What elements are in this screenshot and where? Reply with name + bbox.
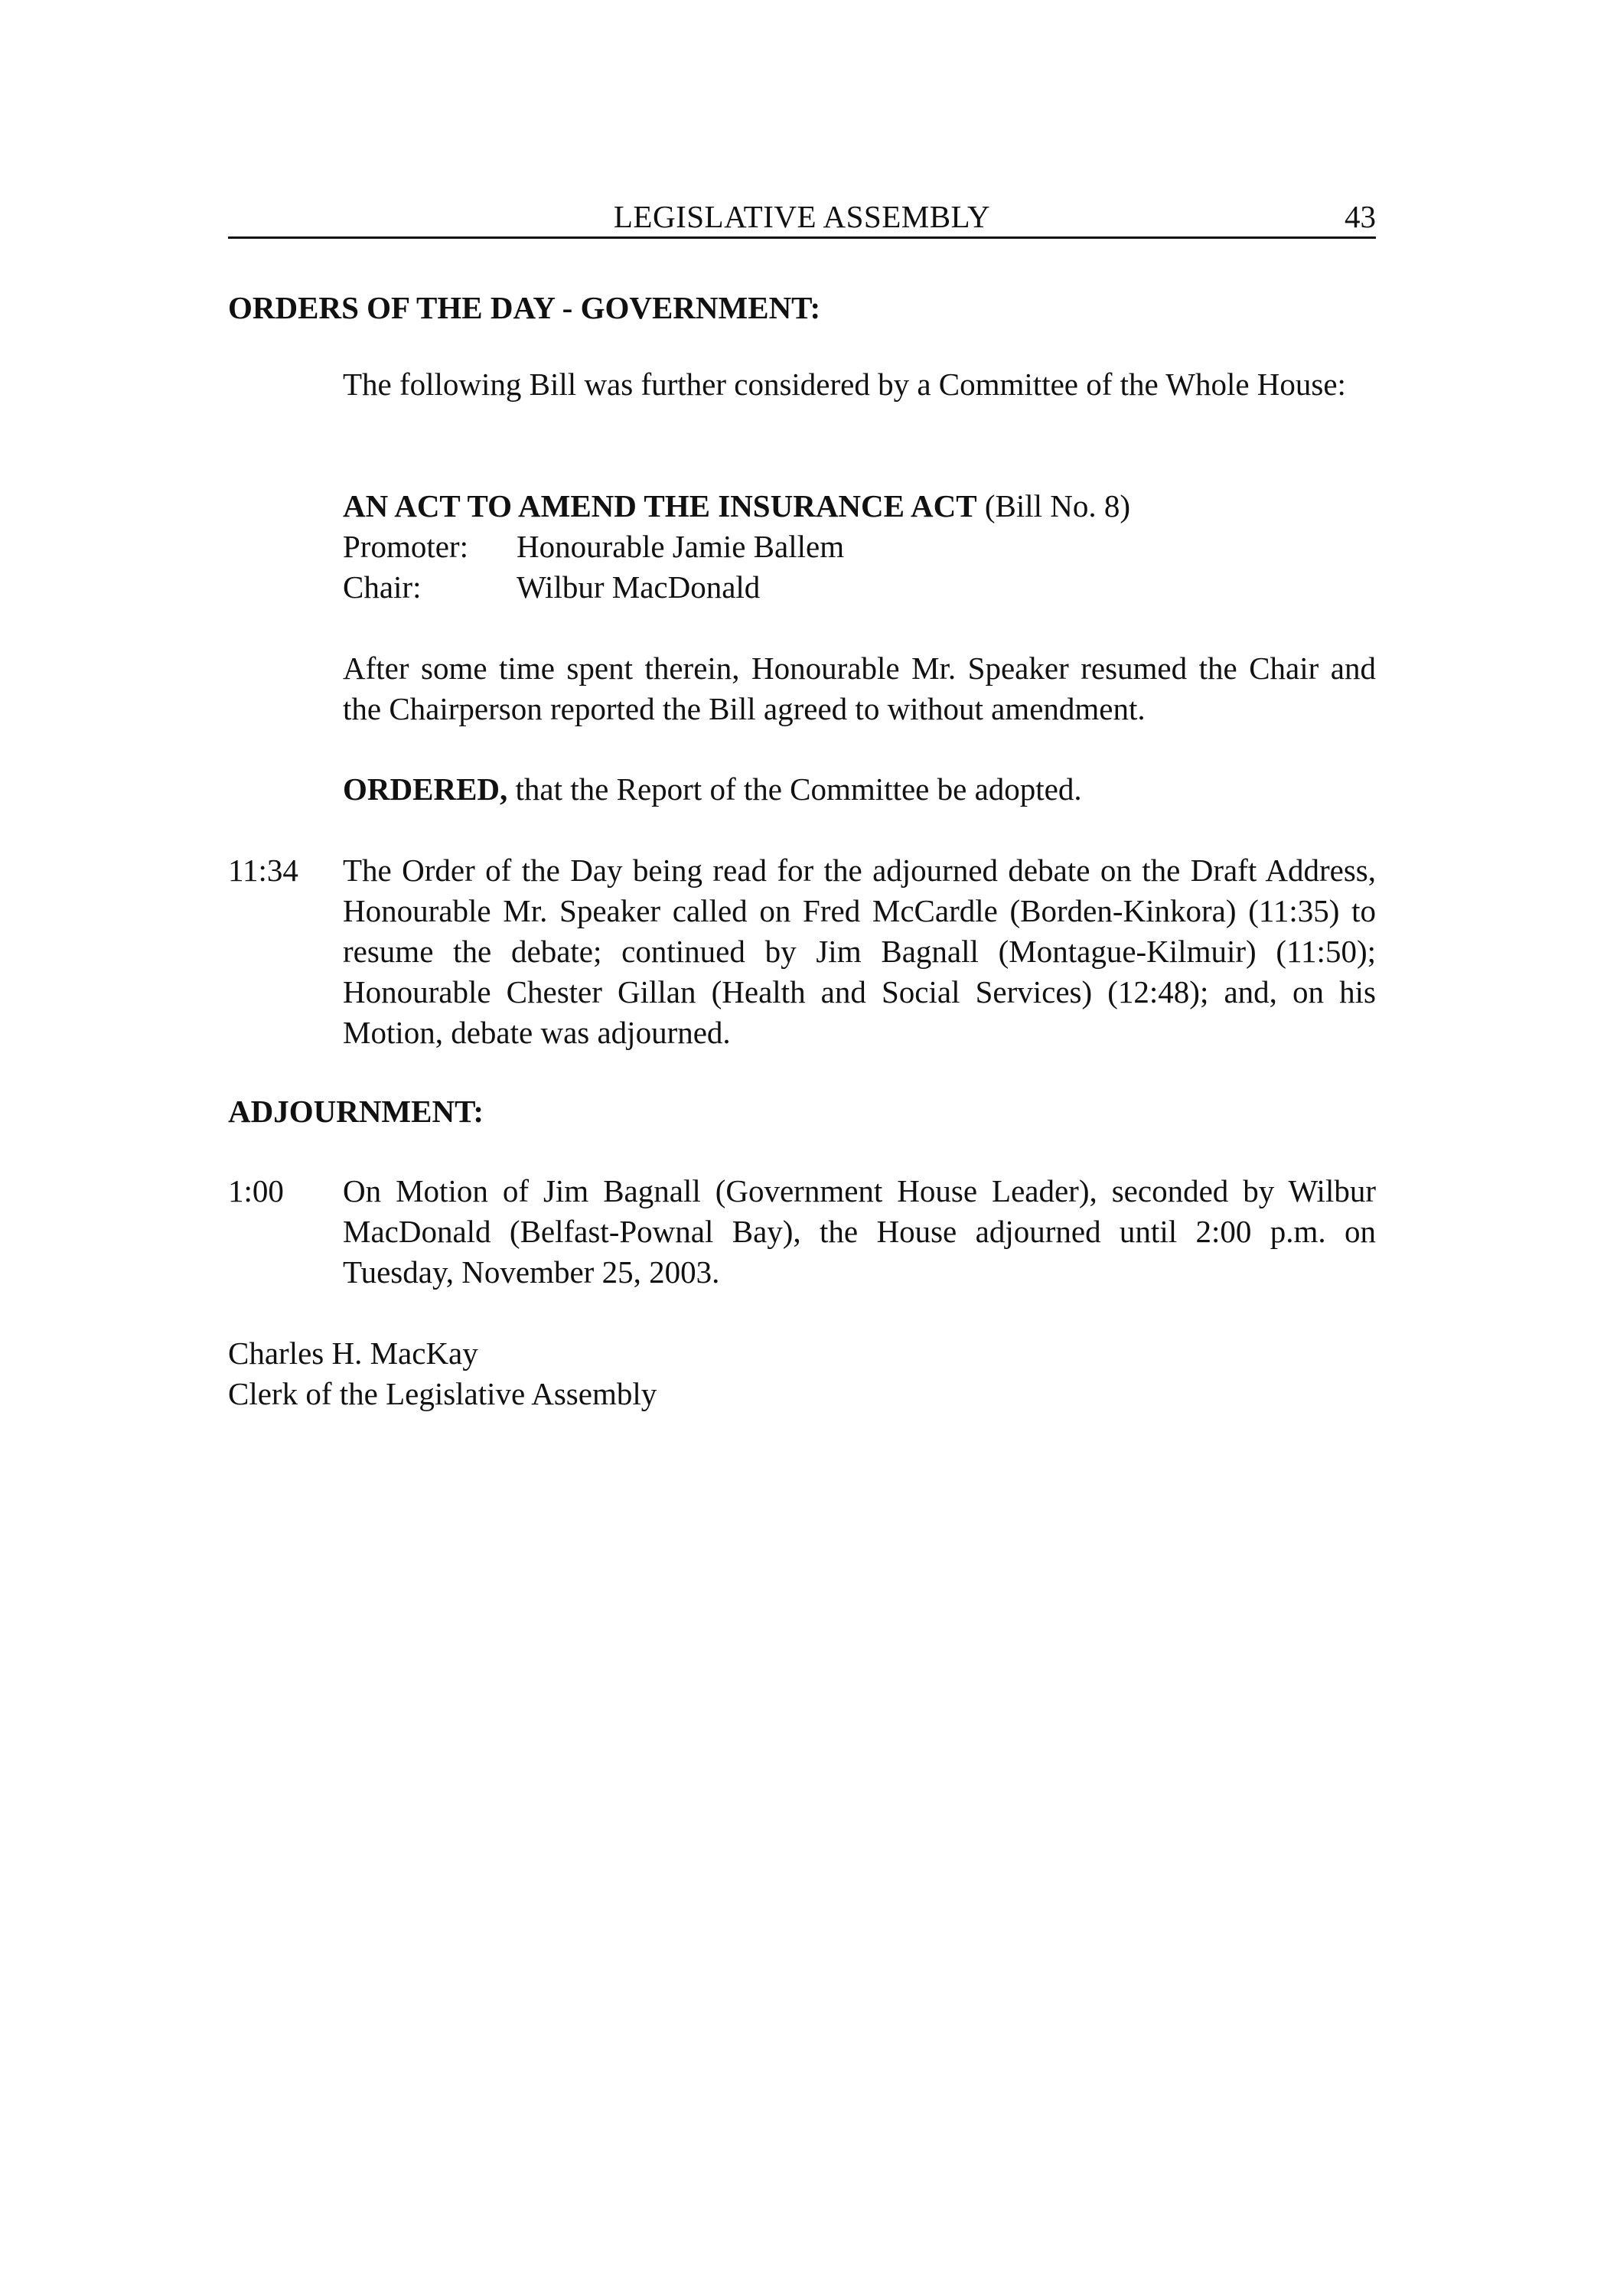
chair-row [343,567,760,608]
chair-value: Wilbur MacDonald [517,569,761,605]
adjournment-heading: ADJOURNMENT: [228,1094,484,1129]
adjournment-time: 1:00 [228,1173,284,1208]
bill-title-line [343,486,1376,527]
ordered-label: ORDERED, [343,771,508,807]
page-number: 43 [1345,199,1376,234]
promoter-label: Promoter: [343,529,468,564]
signatory-name: Charles H. MacKay [228,1336,478,1371]
debate-paragraph: The Order of the Day being read for the adjourned debate on the Draft Address, Honourable Mr. Speaker called on Fred McCardle (Borden-Kinkora) (11:35) to resume the debate; continued by Jim Bagnall (Montague-Kilmuir) (11:50); Honourable Chester Gillan (Health and Social Services) (12:48); and, on his Motion, debate was adjourned. [343,853,1376,1050]
signatory-title: Clerk of the Legislative Assembly [228,1376,657,1411]
orders-intro: The following Bill was further considered by a Committee of the Whole House: [343,367,1346,402]
orders-heading: ORDERS OF THE DAY - GOVERNMENT: [228,290,821,325]
bill-title: AN ACT TO AMEND THE INSURANCE ACT [343,488,977,523]
committee-report: After some time spent therein, Honourable Mr. Speaker resumed the Chair and the Chairperson reported the Bill agreed to without amendment. [343,651,1376,726]
promoter-value: Honourable Jamie Ballem [517,529,845,564]
promoter-row [343,527,844,567]
running-title: LEGISLATIVE ASSEMBLY [613,199,991,234]
adjournment-paragraph: On Motion of Jim Bagnall (Government House Leader), seconded by Wilbur MacDonald (Belfast-Pownal Bay), the House adjourned until 2:00 p.m. on Tuesday, November 25, 2003. [343,1173,1376,1290]
chair-label: Chair: [343,569,422,605]
header-rule [228,236,1376,239]
debate-time: 11:34 [228,853,298,888]
ordered-text: that the Report of the Committee be adopted. [515,771,1082,807]
running-header [228,195,1376,238]
bill-number: (Bill No. 8) [984,488,1130,523]
ordered-paragraph [343,769,1376,810]
